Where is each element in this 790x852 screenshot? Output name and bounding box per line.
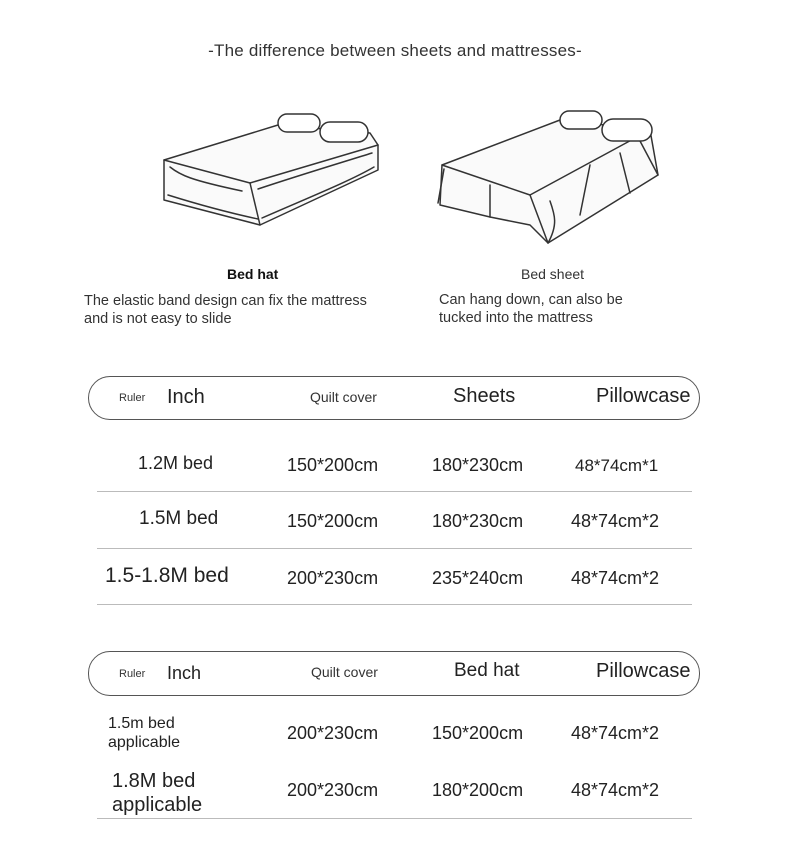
table1-row1-sheets: 180*230cm <box>432 455 524 475</box>
bed-hat-label: Bed hat <box>227 266 279 282</box>
flat-sheet-illustration <box>430 105 670 250</box>
table1-col-quilt-cover: Quilt cover <box>310 389 377 405</box>
table2-row2-label-line2: applicable <box>112 794 203 816</box>
table1-divider <box>97 491 692 492</box>
table2-divider <box>97 818 692 819</box>
table2-header <box>88 651 700 696</box>
table2-col-bed-hat: Bed hat <box>454 660 520 681</box>
table1-row1-label: 1.2M bed <box>138 453 214 473</box>
table1-divider <box>97 604 692 605</box>
table1-row2-pillowcase: 48*74cm*2 <box>571 511 660 531</box>
table2-row2-pillowcase: 48*74cm*2 <box>571 780 660 800</box>
bed-sheet-label: Bed sheet <box>521 266 585 282</box>
table1-row2-quilt-cover: 150*200cm <box>287 511 379 531</box>
table1-row3-quilt-cover: 200*230cm <box>287 568 379 588</box>
table1-col-sheets: Sheets <box>453 385 516 407</box>
table2-inch-label: Inch <box>167 663 202 683</box>
bed-sheet-description <box>439 291 623 327</box>
table1-row3-sheets: 235*240cm <box>432 568 524 588</box>
table1-row1-quilt-cover: 150*200cm <box>287 455 379 475</box>
table2-row1-label <box>108 714 180 752</box>
page-title: -The difference between sheets and mattresses- <box>208 41 582 60</box>
table2-row2-bed-hat: 180*200cm <box>432 780 524 800</box>
table2-row2-quilt-cover: 200*230cm <box>287 780 379 800</box>
table2-row2-label-line1: 1.8M bed <box>112 770 196 792</box>
table2-row1-pillowcase: 48*74cm*2 <box>571 723 660 743</box>
table1-row3-pillowcase: 48*74cm*2 <box>571 568 660 588</box>
table2-row2-label <box>112 769 202 817</box>
bed-sheet-description-line1: Can hang down, can also be <box>439 292 623 308</box>
bed-sheet-description-line2: tucked into the mattress <box>439 310 593 326</box>
bed-hat-description-line1: The elastic band design can fix the mattress <box>84 293 367 309</box>
table2-col-pillowcase: Pillowcase <box>596 660 691 682</box>
table1-col-pillowcase: Pillowcase <box>596 385 691 407</box>
table2-row1-bed-hat: 150*200cm <box>432 723 524 743</box>
table1-row2-label: 1.5M bed <box>139 508 219 529</box>
bed-hat-description-line2: and is not easy to slide <box>84 311 232 327</box>
fitted-sheet-illustration <box>150 105 390 240</box>
table1-inch-label: Inch <box>167 386 205 408</box>
table2-row1-label-line2: applicable <box>108 734 181 751</box>
table1-row1-pillowcase: 48*74cm*1 <box>575 456 659 475</box>
table1-header <box>88 376 700 420</box>
table1-ruler-label: Ruler <box>119 392 146 404</box>
table2-row1-quilt-cover: 200*230cm <box>287 723 379 743</box>
table2-ruler-label: Ruler <box>119 668 146 680</box>
table2-col-quilt-cover: Quilt cover <box>311 664 378 680</box>
table1-divider <box>97 548 692 549</box>
table2-row1-label-line1: 1.5m bed <box>108 715 175 732</box>
table1-row3-label: 1.5-1.8M bed <box>105 564 229 587</box>
bed-hat-description <box>84 292 367 328</box>
table1-row2-sheets: 180*230cm <box>432 511 524 531</box>
